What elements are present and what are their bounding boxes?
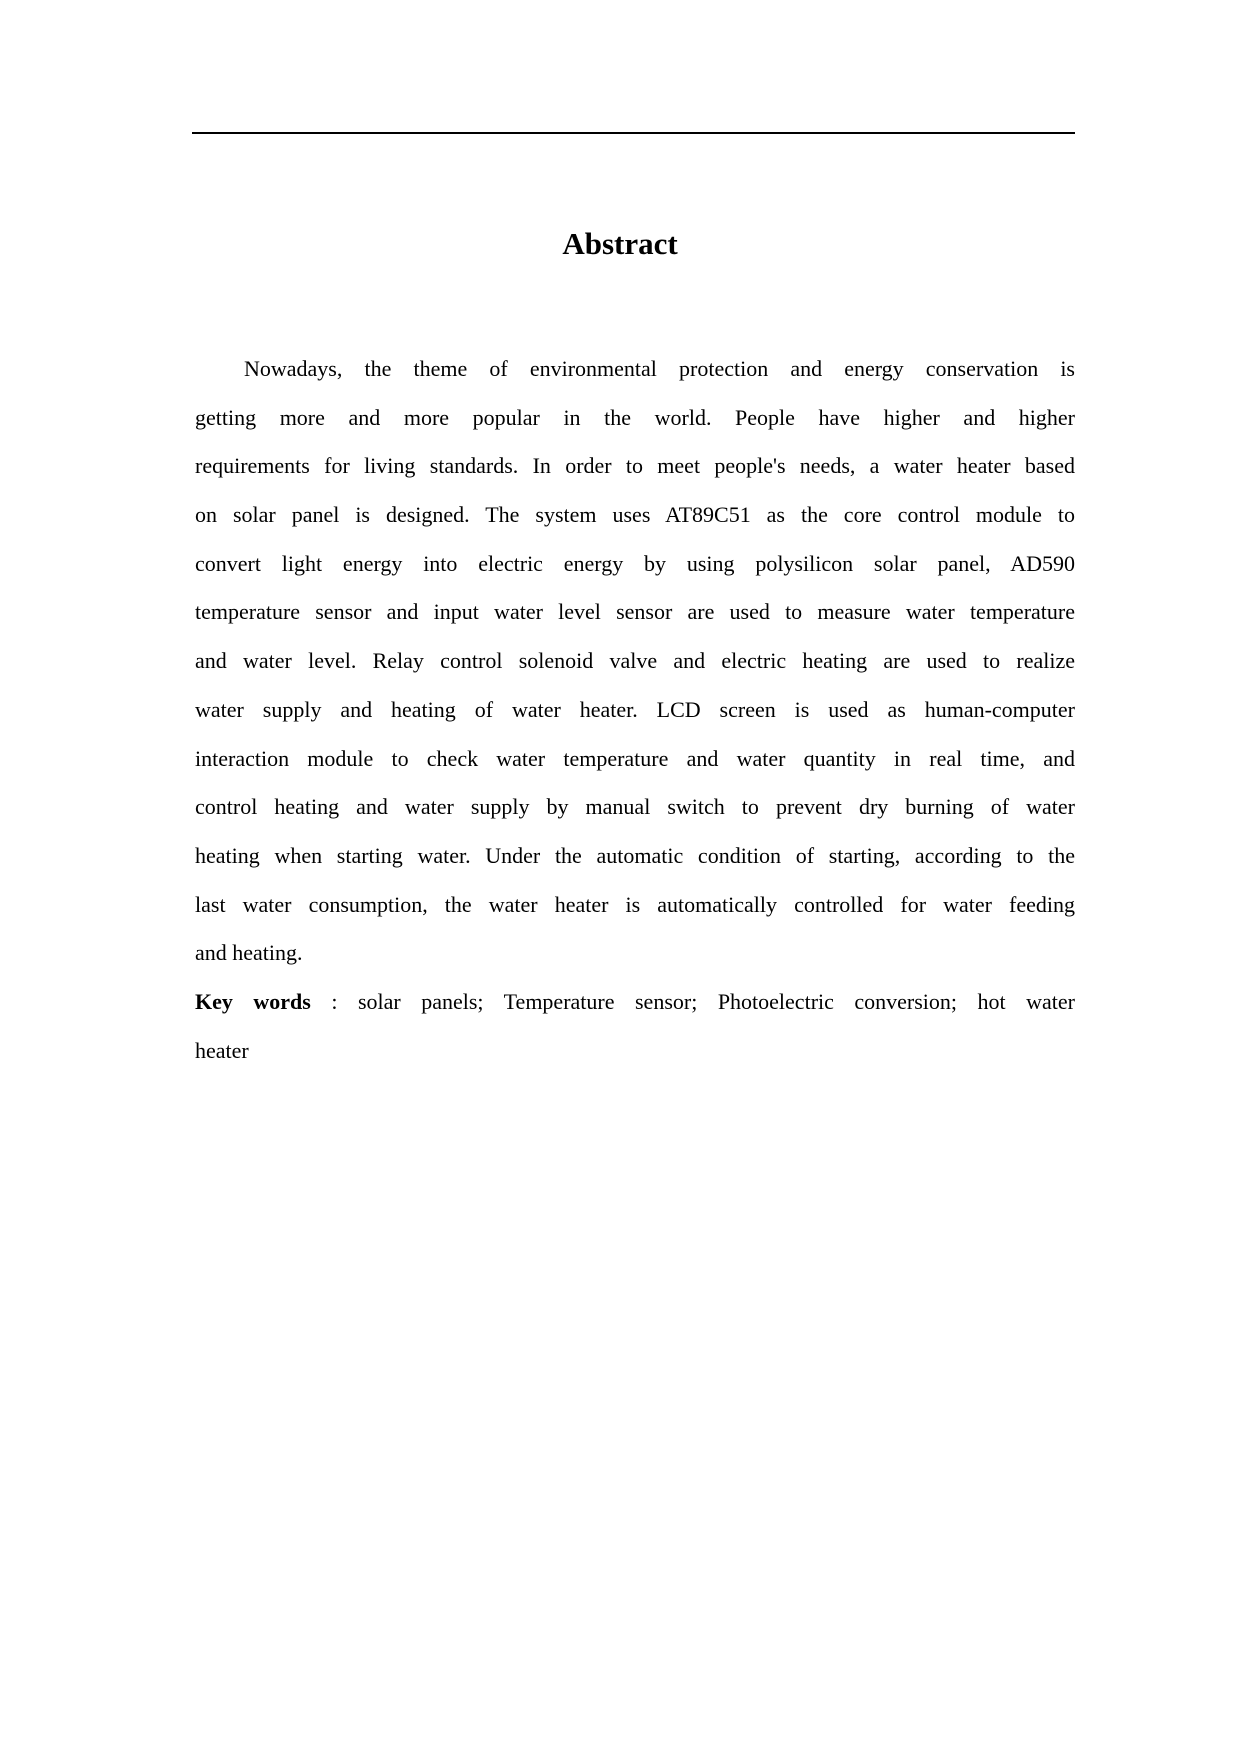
paragraph-line: temperature sensor and input water level sensor are used to measure water temperature [195, 599, 1075, 625]
keywords-label: Key words [195, 988, 311, 1014]
header-rule [192, 132, 1075, 134]
page-title: Abstract [562, 226, 678, 261]
paragraph-line: last water consumption, the water heater is automatically controlled for water feeding [195, 891, 1075, 917]
paragraph-line: on solar panel is designed. The system uses AT89C51 as the core control module to [195, 502, 1075, 528]
paragraph-line: getting more and more popular in the world. People have higher and higher [195, 404, 1075, 430]
paragraph-line: and water level. Relay control solenoid valve and electric heating are used to realize [195, 648, 1075, 674]
paragraph-line: interaction module to check water temperature and water quantity in real time, and [195, 745, 1075, 771]
paragraph-line: and heating. [195, 940, 303, 966]
paragraph-line: control heating and water supply by manual switch to prevent dry burning of water [195, 794, 1075, 820]
paragraph-line: requirements for living standards. In order to meet people's needs, a water heater based [195, 453, 1075, 479]
keywords-text: : solar panels; Temperature sensor; Photoelectric conversion; hot water [310, 988, 1076, 1014]
paragraph-line: convert light energy into electric energy by using polysilicon solar panel, AD590 [195, 550, 1075, 576]
paragraph-line: Nowadays, the theme of environmental protection and energy conservation is [244, 356, 1075, 381]
keywords-line-2: heater [195, 1037, 249, 1063]
abstract-body [195, 350, 1075, 1080]
keywords-line [195, 983, 1075, 1032]
paragraph-line: heating when starting water. Under the automatic condition of starting, according to the [195, 842, 1075, 868]
paragraph-line: water supply and heating of water heater. LCD screen is used as human-computer [195, 696, 1075, 722]
